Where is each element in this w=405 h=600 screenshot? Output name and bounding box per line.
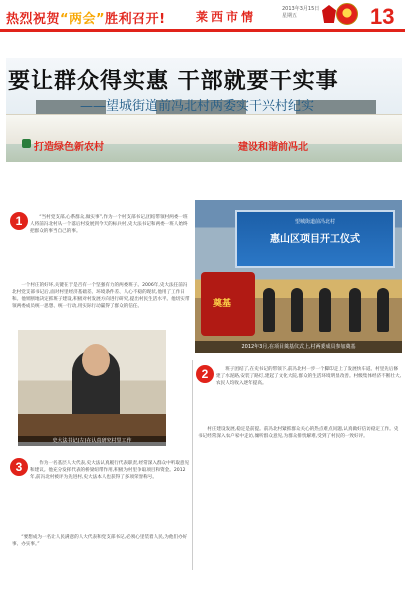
section3-paragraph2: “要想成为一名让人民满意的人大代表和党支部书记,必须心里装着人民,为他们办好事、办实事。” — [12, 535, 188, 547]
person-face — [82, 344, 110, 376]
issue-weekday: 星期五 — [282, 13, 298, 19]
photo2-caption: 史大法书记(左)在认真研究村里工作 — [18, 436, 166, 446]
person-figure — [349, 288, 361, 332]
party-emblem-icon — [322, 5, 336, 23]
section2-paragraph2: 村庄建设发展,稳定是前提。前冯北村紧抓群众关心的热点难点问题,认真做好信访稳定工作。史书记经常深入农户家中走访,倾听群众意见,为群众排忧解难,受到了村民的一致好评。 — [198, 427, 399, 439]
board-title: 惠山区项目开工仪式 — [270, 234, 360, 245]
masthead-bar — [0, 0, 405, 32]
ceremony-board — [235, 210, 395, 268]
banner-suffix: 胜利召开! — [105, 12, 166, 27]
congratulation-banner — [6, 8, 166, 27]
banner-highlight: “两会” — [60, 12, 106, 27]
column-divider — [192, 360, 193, 570]
issue-date-block — [282, 6, 319, 20]
foundation-stone — [201, 272, 255, 336]
section1-paragraph2: 一个村庄的好坏,关键在于是否有一个坚强有力的两委班子。2006年,史大法任前冯北村党支部书记后,面对村里经济基础差、环境条件差、人心不稳的现状,他用了工作日和。他果断地决定抓班子建设,积极对村发展方向进行研究,提出村民生活水平。他切实带领两委成员统一思想、统一行动,用实际行动赢得了群众的信任。 — [12, 283, 190, 309]
photo1-caption: 2012年3月,在项目奠基仪式上,村两委成员参加奠基 — [195, 341, 402, 353]
groundbreaking-photo — [195, 200, 402, 353]
person-figure — [263, 288, 275, 332]
people-group — [257, 274, 397, 332]
page-number: 13 — [370, 4, 395, 29]
person-figure — [319, 288, 331, 332]
portrait-photo — [18, 330, 166, 442]
section-number-2: 2 — [196, 365, 214, 383]
section2-paragraph1: 班子团结了,在史书记的带领下,前冯北村一步一个脚印走上了发展快车道。村里先后修建了水泥路,安装了路灯,建起了文化大院,群众的生活环境明显改善。村级集体经济不断壮大,农民人均收入逐年提高。 — [216, 367, 402, 386]
headline-title: 要让群众得实惠 干部就要干实事 — [8, 69, 339, 94]
slogan-left: 打造绿色新农村 — [34, 142, 104, 153]
section3-paragraph1: 作为一名基层人大代表,史大法认真履行代表职责,经常深入群众中听取意见和建议。他充分发挥代表的桥梁纽带作用,积极为村里争取项目和资金。2012年,前冯北村被评为先进村,史大法本人也获得了多项荣誉称号。 — [30, 461, 190, 480]
board-small-text: 望城街道前冯北村 — [294, 219, 335, 225]
foundation-stone-text: 奠基 — [213, 299, 232, 309]
person-figure — [291, 288, 303, 332]
section-number-3: 3 — [10, 458, 28, 476]
national-emblem-icon — [336, 3, 358, 25]
headline-subtitle: ——望城街道前冯北村两委实干兴村纪实 — [80, 99, 315, 114]
leaf-icon — [22, 139, 31, 148]
banner-prefix: 热烈祝贺 — [6, 12, 61, 27]
section1-paragraph1: “当村党支部,心系群众,做实事”,作为一个村支部书记,团结带领村两委一班人将前冯北村从一个落后村发展到今天的标兵村,史大法书记和两委一班人始终把群众的事当自己的事。 — [30, 215, 188, 234]
issue-date: 2013年3月15日 — [282, 6, 320, 12]
person-figure — [377, 288, 389, 332]
paper-name: 莱西市情 — [196, 10, 257, 24]
slogan-right: 建设和谐前冯北 — [238, 142, 308, 153]
section-number-1: 1 — [10, 212, 28, 230]
